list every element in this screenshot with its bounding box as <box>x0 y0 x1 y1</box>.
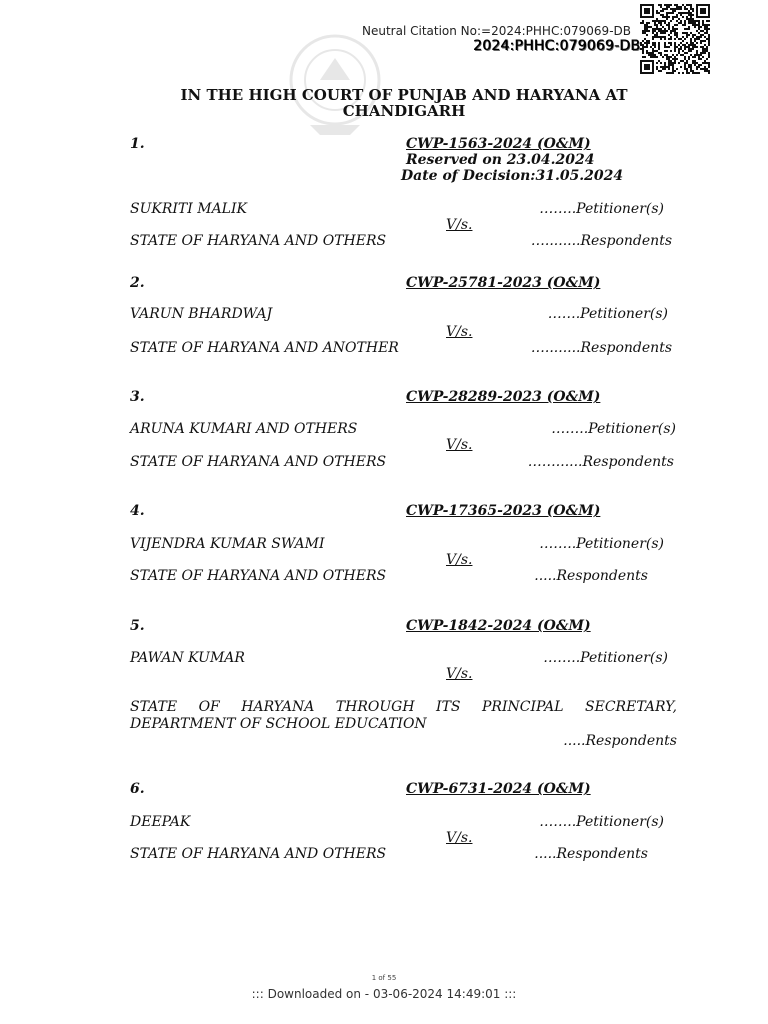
petitioner-name: ARUNA KUMARI AND OTHERS <box>130 421 358 437</box>
respondent-role: .....Respondents <box>534 568 648 584</box>
respondent-name: STATE OF HARYANA AND OTHERS <box>130 454 387 470</box>
download-stamp: ::: Downloaded on - 03-06-2024 14:49:01 ::: <box>251 987 517 1001</box>
case-id: CWP-17365-2023 (O&M) <box>406 503 601 519</box>
petitioner-role: ……..Petitioner(s) <box>551 421 676 437</box>
case-number: 3. <box>130 389 145 405</box>
versus-label: V/s. <box>446 666 473 682</box>
petitioner-name: SUKRITI MALIK <box>130 201 247 217</box>
respondent-name-line1: STATE OF HARYANA THROUGH ITS PRINCIPAL SECRETARY, <box>130 699 677 715</box>
respondent-role: …........Respondents <box>530 340 672 356</box>
petitioner-role: ……..Petitioner(s) <box>539 536 664 552</box>
case-id: CWP-1842-2024 (O&M) <box>406 618 591 634</box>
petitioner-role: …….Petitioner(s) <box>547 306 668 322</box>
versus-label: V/s. <box>446 324 473 340</box>
decision-date: Date of Decision:31.05.2024 <box>401 168 624 184</box>
case-id: CWP-28289-2023 (O&M) <box>406 389 601 405</box>
petitioner-name: VIJENDRA KUMAR SWAMI <box>130 536 325 552</box>
page-indicator: 1 of 55 <box>371 974 397 982</box>
case-number: 5. <box>130 618 145 634</box>
respondent-role: .....Respondents <box>563 733 677 749</box>
neutral-citation: Neutral Citation No:=2024:PHHC:079069-DB <box>362 24 631 38</box>
respondent-role: ……......Respondents <box>527 454 674 470</box>
respondent-name: STATE OF HARYANA AND ANOTHER <box>130 340 399 356</box>
case-number: 1. <box>130 136 145 152</box>
court-emblem-watermark <box>270 30 400 140</box>
petitioner-role: ……..Petitioner(s) <box>539 201 664 217</box>
respondent-name: STATE OF HARYANA AND OTHERS <box>130 233 387 249</box>
petitioner-name: PAWAN KUMAR <box>130 650 245 666</box>
case-number: 2. <box>130 275 145 291</box>
respondent-name: STATE OF HARYANA AND OTHERS <box>130 846 387 862</box>
case-id: CWP-6731-2024 (O&M) <box>406 781 591 797</box>
case-number: 4. <box>130 503 145 519</box>
respondent-role: .....Respondents <box>534 846 648 862</box>
respondent-role: …........Respondents <box>530 233 672 249</box>
petitioner-role: ……..Petitioner(s) <box>543 650 668 666</box>
respondent-name: STATE OF HARYANA AND OTHERS <box>130 568 387 584</box>
petitioner-role: ……..Petitioner(s) <box>539 814 664 830</box>
case-number: 6. <box>130 781 145 797</box>
court-title-line1: IN THE HIGH COURT OF PUNJAB AND HARYANA AT <box>180 86 628 104</box>
petitioner-name: DEEPAK <box>130 814 191 830</box>
petitioner-name: VARUN BHARDWAJ <box>130 306 273 322</box>
case-id: CWP-25781-2023 (O&M) <box>406 275 601 291</box>
citation-stamp: 2024:PHHC:079069-DB <box>472 38 640 54</box>
versus-label: V/s. <box>446 830 473 846</box>
versus-label: V/s. <box>446 552 473 568</box>
versus-label: V/s. <box>446 217 473 233</box>
reserved-date: Reserved on 23.04.2024 <box>406 152 595 168</box>
respondent-name-line2: DEPARTMENT OF SCHOOL EDUCATION <box>130 716 427 732</box>
qr-code-icon <box>640 4 710 74</box>
versus-label: V/s. <box>446 437 473 453</box>
court-title-line2: CHANDIGARH <box>342 102 466 120</box>
case-id: CWP-1563-2024 (O&M) <box>406 136 591 152</box>
